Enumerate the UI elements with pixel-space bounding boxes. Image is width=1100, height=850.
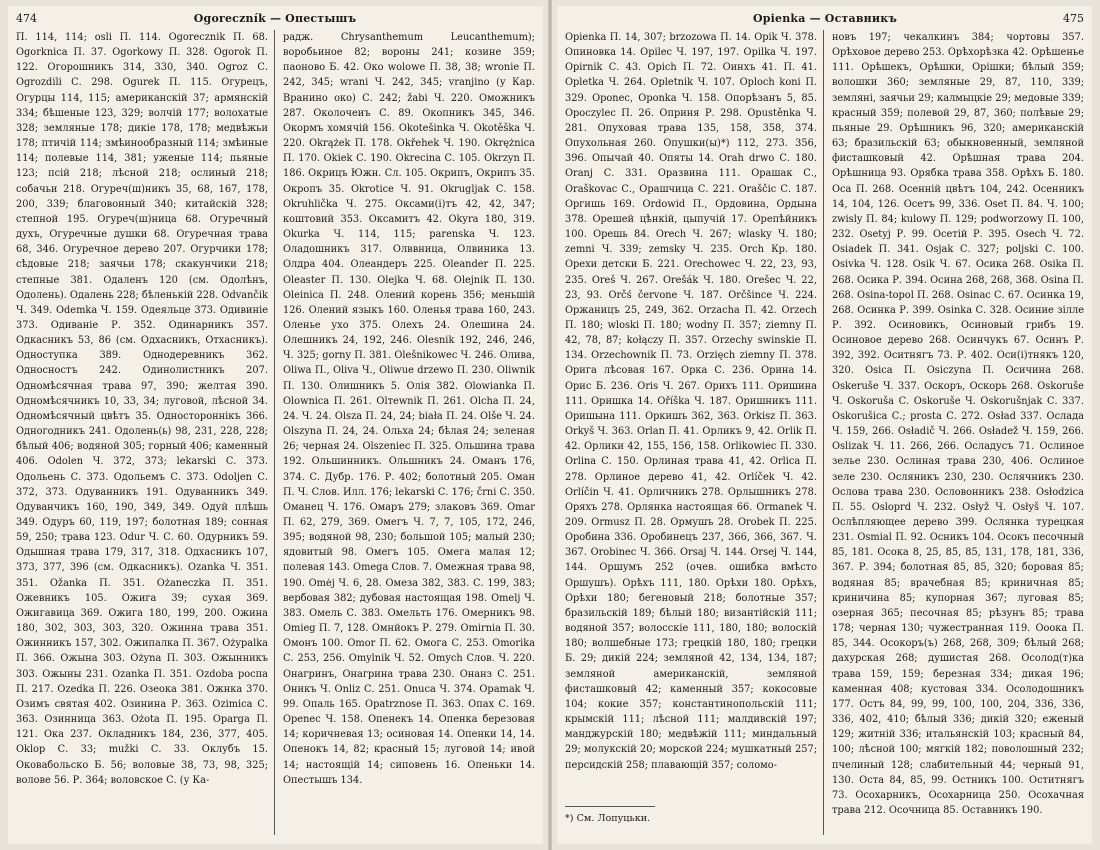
right-column-1: Opienka П. 14, 307; brzozowa П. 14. Opik Ч. 378. Опиновка 14. Opilec Ч. 197, 197. Opilka Ч. 197. Opirnik С. 43. Opich П. 72. Оинхъ 41. П. 41. Opletka Ч. 264. Opletnik Ч. 107. Oploch koni П. 329. Oponec, Oponka Ч. 158. Опорѣзанъ 5, 85. Opoczylec П. 26. Оприня Р. 298. Opustěnka Ч. 281. Опуховая трава 135, 158, 358, 374. Опухольная 260. Опушки(ы)*) 112, 273. 356, 396. Опычай 40. Опяты 14. Orah drwo С. 180. Oranj С. 331. Оразвина 111. Орашак С., Oraškovac С., Орашчица С. 221. Oraščic С. 187. Оргишь 169. Ordowid П., Ордовина, Ордына 378. Орешей цѣнкій, цыпучій 17. Орепѣйникъ 100. Орешь 84. Orech Ч. 267; wlasky Ч. 180; zemni Ч. 339; zemsky Ч. 235. Orch Кр. 180. Орехи детски Б. 221. Orechowec Ч. 22, 23, 93, 235. Oreš Ч. 267. Orešák Ч. 180. Orešec Ч. 22, 23, 93. Orčś červone Ч. 187. Orčšince Ч. 224. Оржаницъ 25, 249, 362. Orzacha П. 42. Orzech П. 180; wloski П. 180; wodny П. 357; ziemny П. 42, 78, 87; kołączy П. 357. Orzechy swinskie П. 134. Orzechownik П. 73. Orzięch ziemny П. 378. Орига лѣсовая 167. Орка С. 236. Орина 14. Ориc Б. 236. Oris Ч. 267. Орихъ 111. Оришина 111. Оришка 14. Oříška Ч. 187. Оришникъ 111. Оришына 111. Оркишъ 362, 363. Orkisz П. 363. Orkyš Ч. 363. Orlan П. 41. Орликъ 9, 42. Orlik П. 42. Орлики 42, 155, 156, 158. Orlikowiec П. 330. Orlina С. 150. Орлиная трава 41, 42. Orlica П. 278. Орлиное дерево 41, 42. Orlíček Ч. 42. Orlíčin Ч. 41. Орличникъ 278. Орлышникъ 278. Оряхъ 278. Орлянка настоящая 66. Ormanek Ч. 209. Ormusz П. 28. Ормушъ 28. Orobek П. 225. Оробина 336. Оробинецъ 237, 366, 366, 367. Ч. 367. Orobinec Ч. 366. Orsaj Ч. 144. Orsej Ч. 144, 144. Оршумъ 252 (очев. ошибка вмѣсто Оршушъ). Орѣхъ 111, 180. Орѣхи 180. Орѣхъ, Орѣхи 180; бегеновый 218; болотные 357; бразильскій 189; бѣлый 180; византійскій 111; водяной 357; волосскіе 111, 180, 180; волоскій 180; волшебные 173; грецкій 180, 180; грецки Б. 29; дикій 224; земляной 42, 134, 134, 187; земляной американскій, земляной фисташковый 42; каменный 357; кокосовые 104; кокие 357; константинопольскій 111; крымскій 111; лѣсной 111; малдивскій 197; манджурскій 180; медвѣжій 111; миндальный 29; молукскій 20; морской 224; мушкатный 257; персидскій 258; плавающій 357; соломо- xyxy=(565,32,817,771)
left-page-number: 474 xyxy=(16,12,37,25)
left-page-body xyxy=(16,30,535,835)
right-running-head: Opienka — Оставникъ xyxy=(752,12,898,25)
left-column-1: П. 114, 114; osli П. 114. Ogoreсznik П. 68. Ogorknica П. 37. Ogorkowy П. 328. Ogorok П. 122. Огорошникъ 314, 330, 340. Ogroz С. Ogrozdili С. 298. Ogurek П. 115. Огурецъ, Огурцы 114, 115; американскій 37; армянскій 334; бѣшеные 123, 329; волчій 177; волохатые 328; земляные 178; дикіе 178, 178; медвѣжьи 178; птичій 114; змѣинообразный 114; змѣиные 114; полевые 114, 381; уженые 114; пьяные 123; псій 218; лѣсной 218; ослиный 218; собачьи 218. Огуреч(ш)никъ 35, 68, 167, 178, 200, 339; благовонный 340; китайскій 328; степной 195. Огуреч(ш)ница 68. Огуречный духъ, Огуречные душки 68. Огуречная трава 68, 346. Огуречное дерево 207. Огурчики 178; сѣдовые 218; заячьи 178; скакунчики 218; степные 381. Одаленъ 120 (см. Одолѣнъ, Одолень). Одалень 228; бѣленькій 228. Odvančik Ч. 349. Odemka Ч. 159. Одеяльце 373. Одивиніе 373. Одиваніе Р. 352. Одинарникъ 357. Одкасникъ 53, 86 (см. Одхасникъ, Отхасникъ). Одноступка 389. Однодеревникъ 362. Односностъ 242. Одинолистникъ 207. Одномѣсячная трава 97, 390; желтая 390. Одномѣсячникъ 10, 33, 34; луговой, лѣсной 34. Одномѣсячный цвѣтъ 35. Одностороннікъ 366. Одногодникъ 241. Одолень(ь) 98, 231, 228, 228; бѣлый 406; водяной 305; горный 406; каменный 406. Odolen Ч. 372, 373; lekarski С. 373. Одольень С. 373. Одольемъ С. 373. Odoljen С. 372, 373. Одуванникъ 191. Одуванникъ 349. Одуванчикъ 160, 190, 349, 349. Одуй плѣшь 349. Одуръ 60, 119, 197; болотная 189; сонная 59, 250; трава 123. Odur Ч. С. 60. Одурникъ 59. Одышная трава 179, 317, 318. Одхасникъ 107, 373, 377, 396 (см. Одкасникъ). Ozanka Ч. 351. 351. Ožanka П. 351. Ożaneczka П. 351. Ожевникъ 105. Ожига 39; сухая 369. Ожигавица 369. Ожига 180, 199, 200. Ожина 180, 302, 303, 303, 320. Ожинна трава 351. Ожинникъ 157, 302. Ожипалка П. 367. Ożypalka П. 366. Ожына 303. Ożyna П. 303. Ожынникъ 303. Ожыны 231. Ozanka П. 351. Ozdoba роспа П. 217. Ozedka П. 226. Озеока 381. Ожнка 370. Озимъ святая 402. Озинина Р. 363. Ozimica С. 363. Озинница 363. Ożota П. 195. Ораrga П. 121. Ока 237. Окладникъ 184, 236, 377, 405. Oklop С. 33; mužki С. 33. Оклубъ 15. Оковабольско Б. 56; воловые 38, 73, 98, 325; волове 56. Р. 364; воловское С. (у Ка- xyxy=(16,30,275,835)
footnote-text: *) См. Лопуцьки. xyxy=(565,813,651,824)
book-gutter xyxy=(548,0,552,850)
footnote-rule xyxy=(565,806,655,826)
left-page xyxy=(8,6,543,844)
right-page-header xyxy=(565,12,1084,30)
left-page-header xyxy=(16,12,535,30)
left-column-2: радж. Chrysanthemum Leucanthemum); воробьиное 82; вороны 241; козине 359; паоново Б. 42. Око wolowe П. 38, 38; wronie П. 242, 345; wrani Ч. 242, 345; vranjino (у Кар. Вранино око) С. 242; žabi Ч. 220. Оможникъ 287. Околочеиъ С. 89. Окопникъ 345, 346. Окормъ хомячій 156. Okotešinka Ч. Okotěška Ч. 220. Okrążek П. 178. Okřehek Ч. 190. Okrężnica П. 170. Okiek С. 190. Okrecina С. 105. Okrzyn П. 186. Окрицъ Южн. Сл. 105. Окрипъ, Окрипъ 35. Окропъ 35. Okrotice Ч. 91. Okrugljak С. 158. Okruhlička Ч. 275. Оксами(і)тъ 42, 42, 347; коштовий 353. Оксамитъ 42. Okyra 180, 319. Okurka Ч. 114, 115; parenska Ч. 123. Оладошникъ 317. Олввница, Олвиника 13. Олдра 404. Олеандеръ 225. Oleander П. 225. Oleaster П. 130. Olejka Ч. 68. Olejnik П. 130. Oleinica П. 248. Олений корень 356; меньшій 126. Олений языкъ 160. Оленья трава 160, 243. Оленье ухо 375. Олехъ 24. Олешина 24. Олешникъ 24, 192, 246. Olesnik 192, 246, 246, Ч. 325; gorny П. 381. Olešnikowec Ч. 246. Олива, Oliwa П., Oliva Ч., Oliwue drzewo П. 230. Oliwnik П. 130. Олишникъ 5. Олія 382. Olowianka П. Olownica П. 261. Olтewnik П. 261. Olcha П. 24, 24. Ч. 24. Olsza П. 24, 24; biała П. 24. Olše Ч. 24. Olszyna П. 24, 24. Ольха 24; бѣлая 24; зеленая 26; черная 24. Olszeniec П. 325. Ольшина трава 192. Ольшинникъ. Ольшникъ 24. Оманъ 176, 374. С. Дубр. 176. Р. 402; болотный 205. Оман П. Ч. Слов. Илл. 176; lekarski С. 176; črni С. 350. Оманец Ч. 176. Омаръ 279; злаковъ 369. Omar П. 62, 279, 369. Омегъ Ч. 7, 7, 105, 172, 246, 395; водяной 98, 230; большой 105; малый 230; ядовитый 98. Омегъ 105. Омега малая 12; полевая 143. Omega Слов. 7. Омежная трава 98, 190. Omėj Ч. 6, 28. Омеза 382, 383. С. 199, 383; вербовая 382; дубовая настоящая 198. Omelj Ч. 383. Омель С. 383. Омельть 176. Омерникъ 98. Omieg П. 7, 128. Омнйокъ Р. 279. Omirnia П. 30. Омонъ 100. Omor П. 62. Омога С. 253. Omorika С. 253, 256. Omylnik Ч. 52. Omych Слов. Ч. 220. Онагринъ, Онагрина трава 230. Онанз С. 251. Оникъ Ч. Onliz С. 251. Onuca Ч. 374. Ораmak Ч. 99. Опаль 165. Opatrznose П. 363. Опах С. 169. Openec Ч. 158. Опенекъ 14. Опенка березовая 14; коричневая 13; осиновая 14. Опенки 14, 14. Опенокъ 14, 82; красный 15; луговой 14; ивой 14; настоящій 14; сиповень 16. Опеньки 14. Опестышъ 134. xyxy=(283,32,535,786)
right-column-2: новъ 197; чекалкинъ 384; чортовы 357. Орѣховое дерево 253. Орѣхорѣзка 42. Орѣшенье 111. Орѣшекъ, Орѣшки, Орішки; бѣлый 359; волошки 360; земляные 29, 87, 110, 339; земляні, заячьи 29; калмыцкіе 29; медовые 339; красный 359; полевой 29, 87, 360; полѣвые 29; пьяные 29. Орѣшникъ 96, 320; американскій 63; бразильскій 63; обыкновенный, земляной фисташковый 42. Орѣшная трава 204. Орѣшница 93. Орябка трава 358. Орѣхъ Б. 180. Оса П. 268. Осенній цвѣтъ 104, 242. Осенникъ 14, 104, 126. Осетъ 99, 336. Oset П. 84. Ч. 100; zwisly П. 84; kulowy П. 129; podworzowy П. 100, 232. Osetyj Р. 99. Осетій Р. 395. Osech Ч. 72. Osiadek П. 341. Osjak С. 327; poljski С. 100. Osivka Ч. 128. Osik Ч. 67. Осика 268. Osika П. 268. Осика Р. 394. Осина 268, 268, 368. Osina П. 268. Osina-topol П. 268. Osinac С. 67. Осинка 19, 268. Осинка Р. 399. Osinka С. 328. Осиние зілле Р. 392. Осиновикъ, Осиновый грибъ 19. Осиновое дерево 268. Осинчукъ 67. Осинъ Р. 392, 392. Оситнягъ 73. Р. 402. Оси(і)тнякъ 120, 320. Osica П. Osiczyna П. Осичина 268. Oskeruše Ч. 337. Оскоръ, Оскорь 268. Oskoruše Ч. Oskoruša С. Oskoruše Ч. Oskorušnjak С. 337. Oskorušica С.; prosta С. 272. Osład 337. Ослада Ч. 159, 266. Osładič Ч. 266. Osładež Ч. 159, 266. Oslizak Ч. 11. 266, 266. Осладусъ 71. Ослиное зелье 230. Ослиная трава 230, 406. Ослиное зеле 230. Осляникъ 230, 230. Ослячникъ 230. Ослова трава 230. Ословонникъ 238. Osłodzica П. 55. Osloprd Ч. 232. Osłyž Ч. Osłyš Ч. 107. Ослѣпляющее дерево 399. Ослянка турецкая 231. Osmial П. 92. Осникъ 104. Осокъ песочный 85, 181. Осока 8, 25, 85, 85, 131, 178, 181, 336, 367. Р. 394; болотная 85, 85, 320; боровая 85; водяная 85; врачебная 85; криничная 85; криничина 85; купорная 367; луговая 85; озерная 365; песочная 85; рѣзунъ 85; трава 178; черная 130; чужестранная 119. Ооока П. 85, 344. Осокоръ(ъ) 268, 268, 309; бѣлый 268; дахурская 268; душистая 268. Осолод(т)ка трава 159, 159; березная 334; дикая 196; каменная 408; кустовая 334. Осолодошникъ 177. Остъ 84, 99, 99, 100, 100, 204, 336, 336, 336, 402, 410; бѣлый 336; дикій 320; еженый 129; житній 336; итальянскій 103; красный 84, 100; лѣсной 100; мягкій 182; поволошный 232; пчелиный 128; слабительный 44; черный 91, 130. Оста 84, 85, 99. Остникъ 100. Оститнягъ 73. Осохарникъ, Осохарница 250. Осохачная трава 212. Осочница 85. Оставникъ 190. xyxy=(832,32,1084,816)
left-running-head: Ogoreczník — Опестышъ xyxy=(193,12,357,25)
right-page-body xyxy=(565,30,1084,835)
right-column-1-wrap xyxy=(565,30,824,835)
right-page xyxy=(557,6,1092,844)
right-page-number: 475 xyxy=(1063,12,1084,25)
